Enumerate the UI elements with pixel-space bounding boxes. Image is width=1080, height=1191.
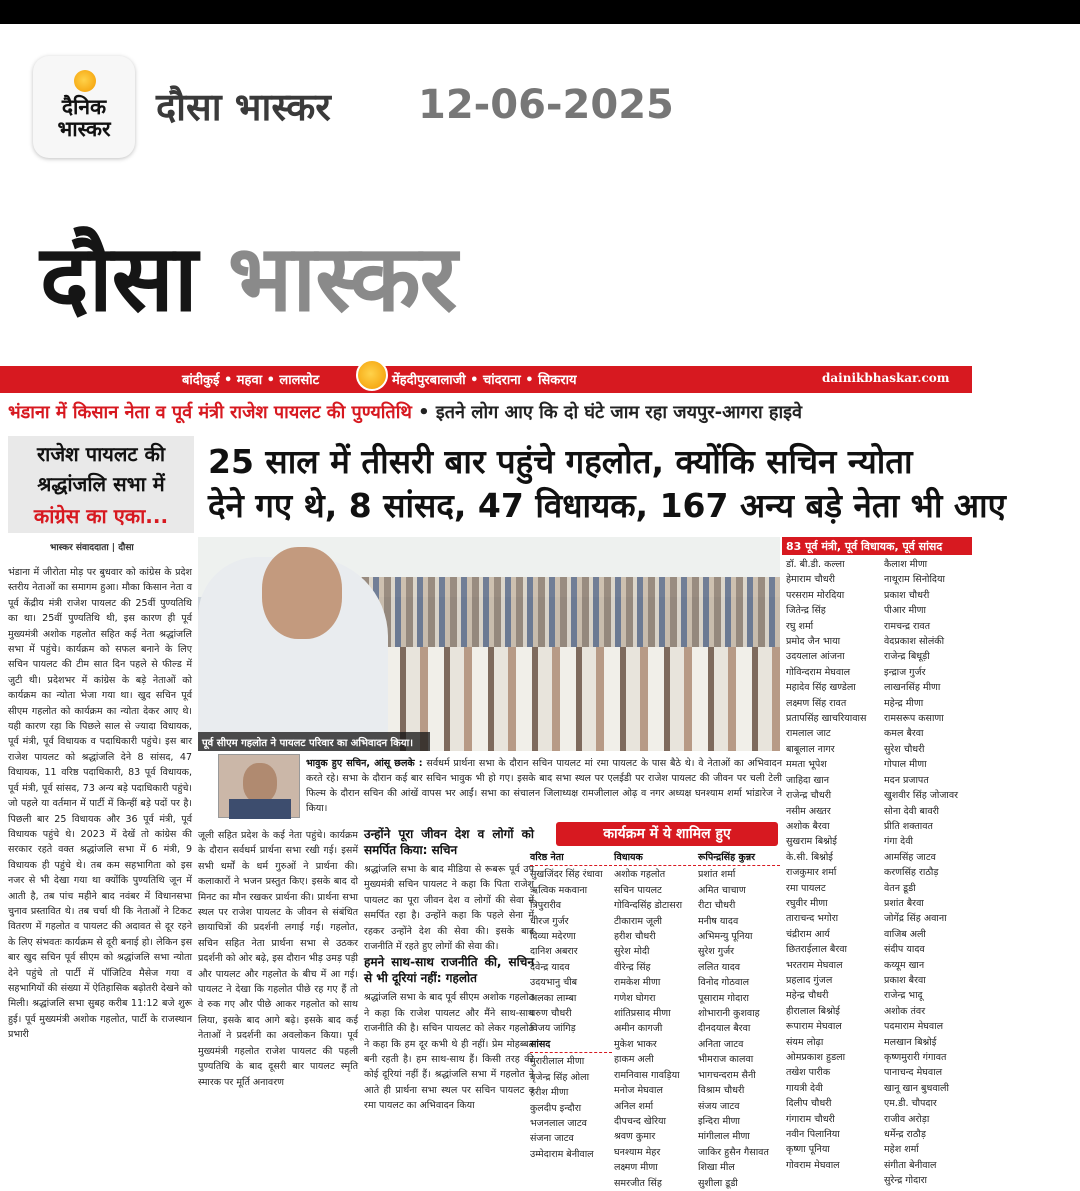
name-list-item: रघुवीर मीणा xyxy=(786,897,828,909)
article-column-1: भंडाना में जीरोता मोड़ पर बुधवार को कांग्रेस के प्रदेश स्तरीय नेताओं का समागम हुआ। मौका किसान नेता व पूर्व केंद्रीय मंत्री राजेश पायलट की 25वीं पुण्यतिथि का था। 25वीं पुण्यतिथि थी, इस कारण ही पूर्व मुख्यमंत्री अशोक गहलोत सहित कई नेता श्रद्धांजलि सभा में पहुंचे। कार्यक्रम को सफल बनाने के लिए सचिन पायलट की टीम सात दिन पहले से फील्ड में जुटी थी। प्रदेशभर में कांग्रेस के बड़े नेताओं को कार्यक्रम का न्योता भेजा गया था। खुद सचिन पूर्व सीएम गहलोत को कार्यक्रम का न्योता देकर आए थे। यही कारण रहा कि पिछले साल से ज्यादा विधायक, पूर्व मंत्री, पूर्व विधायक व पदाधिकारी पहुंचे। इस बार राजेश पायलट को श्रद्धांजलि देने 8 सांसद, 47 विधायक, 11 वरिष्ठ पदाधिकारी, 83 पूर्व विधायक, पूर्व मंत्री, पूर्व सांसद, 73 अन्य बड़े पदाधिकारी पहुंचे। जो पहले या वर्तमान में पार्टी में किन्हीं बड़े पदों पर है। पिछली बार 25 विधायक और 36 पूर्व मंत्री, पूर्व विधायक पहुंचे थे। 2023 में देखें तो कांग्रेस की सरकार रहते वक्त श्रद्धांजलि सभा में 6 मंत्री, 9 विधायक ही पहुंचे थे। तब कम सहभागिता को इस नजर से भी देखा गया था क्योंकि पुण्यतिथि जून में आती है, तब पांच महीने बाद नवंबर में विधानसभा चुनाव प्रस्तावित थे। तब चर्चा थी कि नेताओं ने टिकट वितरण में गहलोत व पायलट की अदावत से दूर रहने के लिए संभवतः कार्यक्रम से दूरी बनाई हो। लेकिन इस बार खुद सचिन पूर्व सीएम को श्रद्धांजलि सभा न्योता देने पहुंचे तो पार्टी में पॉजिटिव मैसेज गया व सहभागियों की संख्या में ऐतिहासिक बढ़ोतरी देखने को मिली। श्रद्धांजलि सभा सुबह करीब 11:12 बजे शुरू हुई। पूर्व मुख्यमंत्री अशोक गहलोत, पार्टी के राजस्थान प्रभारी xyxy=(8,567,192,1041)
name-list-item: शांतिप्रसाद मीणा xyxy=(614,1008,671,1020)
name-list-item: प्रकाश बैरवा xyxy=(884,974,926,986)
name-list-item: लक्ष्मण सिंह रावत xyxy=(786,697,847,709)
name-list-item: खानू खान बुधवाली xyxy=(884,1082,949,1094)
name-list-item: कुलदीप इन्दौरा xyxy=(530,1102,582,1114)
name-list-item: अशोक बैरवा xyxy=(786,820,830,832)
name-list-item: लाखनसिंह मीणा xyxy=(884,682,941,694)
name-list-item: अभिमन्यु पूनिया xyxy=(698,931,753,943)
sun-icon xyxy=(74,70,96,92)
name-list-item: नवीन पिलानिया xyxy=(786,1129,840,1141)
name-list-item: इन्द्राज गुर्जर xyxy=(884,666,926,678)
caption-strip xyxy=(218,754,782,822)
main-headline xyxy=(208,440,1006,528)
name-list-item: प्रतापसिंह खाचरियावास xyxy=(786,713,867,725)
name-list-item: पदमाराम मेघवाल xyxy=(884,1021,944,1033)
name-list-item: कृष्णा पूनिया xyxy=(786,1144,830,1156)
name-list-item: करणसिंह राठौड़ xyxy=(884,867,939,879)
name-list-item: रामसरूप कसाणा xyxy=(884,713,944,725)
name-list-item: प्रकाश चौधरी xyxy=(884,589,930,601)
side-headline-line2: श्रद्धांजलि सभा में xyxy=(37,472,165,496)
name-list-item: हाकम अली xyxy=(614,1054,654,1066)
masthead-word-dausa: दौसा xyxy=(40,225,197,332)
name-list-item: मनोज मेघवाल xyxy=(614,1085,663,1097)
sachin-thumbnail xyxy=(218,754,300,818)
sachin-quote-text: श्रद्धांजलि सभा के बाद मीडिया से रूबरू पूर्व उप मुख्यमंत्री सचिन पायलट ने कहा कि पिता राजेश पायलट का पूरा जीवन देश व लोगों की सेवा में समर्पित रहा है। उन्होंने कहा कि पहले सेना में रहकर उन्होंने देश की सेवा की। इसके बाद राजनीति में रहते हुए लोगों की सेवा की। xyxy=(364,864,534,953)
name-list-item: धीरज गुर्जर xyxy=(530,915,569,927)
kicker-line xyxy=(8,400,980,424)
name-list-item: राजेन्द्र भादू xyxy=(884,990,923,1002)
headline-line2: देने गए थे, 8 सांसद, 47 विधायक, 167 अन्य बड़े नेता भी आए xyxy=(208,486,1006,525)
name-list-item: रामनिवास गावड़िया xyxy=(614,1069,680,1081)
name-list-item: ऋत्विक मकवाना xyxy=(530,884,588,896)
name-list-item: पीआर मीणा xyxy=(884,605,926,617)
name-list-item: कैलाश मीणा xyxy=(884,559,928,570)
subhead-sachin: उन्होंने पूरा जीवन देश व लोगों को समर्पित किया: सचिन xyxy=(364,827,534,857)
name-list-item: पूसाराम गोदारा xyxy=(698,992,749,1004)
name-list-item: बाबूलाल नागर xyxy=(786,743,835,755)
band-sun-icon xyxy=(356,359,388,391)
name-list-item: महादेव सिंह खण्डेला xyxy=(786,682,856,694)
photo-caption: पूर्व सीएम गहलोत ने पायलट परिवार का अभिवादन किया। xyxy=(198,732,430,751)
article-column-2: जूली सहित प्रदेश के कई नेता पहुंचे। कार्यक्रम के दौरान सर्वधर्म प्रार्थना सभा रखी गई। इसमें सभी धर्मों के धर्म गुरुओं ने प्रार्थना की। कलाकारों ने भजन प्रस्तुत किए। इसके बाद दो मिनट का मौन रखकर प्रार्थना की। प्रार्थना सभा स्थल पर राजेश पायलट के जीवन से संबंधित छायाचित्रों की प्रदर्शनी लगाई गई। गहलोत, सचिन सहित नेता प्रार्थना सभा से उठकर प्रदर्शनी को ओर बढ़े, इस दौरान भीड़ उमड़ पड़ी और पायलट और गहलोत के बीच में आ गई। पायलट ने देखा कि गहलोत पीछे रह गए हैं तो वे रुक गए और पीछे आकर गहलोत को साथ लिया, इसके बाद आगे बढ़े। इसके बाद कई नेताओं ने प्रदर्शनी का अवलोकन किया। पूर्व मुख्यमंत्री गहलोत राजेश पायलट की पहली पुण्यतिथि के बाद दूसरी बार पायलट स्मृति स्मारक पर मूर्ति अनावरण xyxy=(198,830,358,1088)
name-list-item: दानिश अबरार xyxy=(530,946,578,958)
name-list-item: राजीव अरोड़ा xyxy=(884,1113,930,1125)
name-list-item: राजेन्द्र चौधरी xyxy=(786,790,832,802)
name-list-item: दिलीप चौधरी xyxy=(786,1098,832,1110)
name-list-item: धर्मेन्द्र राठौड़ xyxy=(884,1129,926,1141)
name-list-item: रामकेश मीणा xyxy=(614,977,661,989)
name-list-item: कय्यूम खान xyxy=(884,959,925,971)
name-list-item: संजना जाटव xyxy=(530,1133,574,1145)
name-list-item: प्रहलाद गुंजल xyxy=(786,974,833,986)
name-list-item: गोपाल मीणा xyxy=(884,759,927,771)
name-list-item: वीरेन्द्र सिंह xyxy=(614,961,651,973)
participants-header: कार्यक्रम में ये शामिल हुए xyxy=(556,822,778,846)
name-list-item: सुरेश गुर्जर xyxy=(698,946,735,958)
name-list-item: मदन प्रजापत xyxy=(884,774,929,786)
participants-title-mla: विधायक xyxy=(614,850,696,866)
name-list-item: हीरालाल बिश्नोई xyxy=(786,1005,840,1017)
name-list-item: रघु शर्मा xyxy=(786,620,814,632)
name-list-item: उम्मेदाराम बेनीवाल xyxy=(530,1148,594,1160)
name-list-item: वेदप्रकाश सोलंकी xyxy=(884,636,945,648)
name-list-item: सोना देवी बावरी xyxy=(884,805,939,817)
name-list-item: रामचन्द्र रावत xyxy=(884,620,931,632)
name-list-item: भजनलाल जाटव xyxy=(530,1117,587,1129)
participants-col-b xyxy=(614,850,696,1191)
name-list-item: मनीष यादव xyxy=(698,915,739,927)
name-list-item: वाजिब अली xyxy=(884,928,926,940)
name-list-item: संजय जाटव xyxy=(698,1100,740,1112)
name-list-item: परसराम मोरदिया xyxy=(786,589,845,601)
name-list-item: महेन्द्र मीणा xyxy=(884,697,924,709)
name-list-item: खुशवीर सिंह जोजावर xyxy=(884,790,959,802)
participants-title-c: रूपिन्द्रसिंह कुन्नर xyxy=(698,850,780,866)
side-headline-box xyxy=(8,436,194,533)
name-list-item: ताराचन्द भगोरा xyxy=(786,913,839,925)
name-list-item: मलखान बिश्नोई xyxy=(884,1036,937,1048)
name-list-item: अनिता जाटव xyxy=(698,1038,744,1050)
name-list-item: जाकिर हुसैन गैसावत xyxy=(698,1146,769,1158)
name-list-item: टीकाराम जूली xyxy=(614,915,663,927)
former-leaders-col-b xyxy=(884,557,976,1189)
masthead xyxy=(40,224,456,334)
name-list-item: अलका लाम्बा xyxy=(530,992,577,1004)
name-list-item: गोविन्दसिंह डोटासरा xyxy=(614,900,683,912)
name-list-item: संगीता बेनीवाल xyxy=(884,1159,937,1171)
name-list-item: दिव्या मदेरणा xyxy=(530,931,576,943)
logo-text: दैनिक भास्कर xyxy=(57,95,111,141)
kicker-dark: • इतने लोग आए कि दो घंटे जाम रहा जयपुर-आगरा हाइवे xyxy=(411,402,802,423)
name-list-item: विश्राम चौधरी xyxy=(698,1085,745,1097)
name-list-item: जोगेंद्र सिंह अवाना xyxy=(884,913,947,925)
name-list-item: भीमराज कालवा xyxy=(698,1054,754,1066)
name-list-item: भरतराम मेघवाल xyxy=(786,959,843,971)
name-list-item: पानाचन्द मेघवाल xyxy=(884,1067,943,1079)
caption-lead: भावुक हुए सचिन, आंसू छलके : xyxy=(306,758,423,769)
name-list-item: दीनदयाल बैरवा xyxy=(698,1023,751,1035)
caption-body: सर्वधर्म प्रार्थना सभा के दौरान सचिन पायलट मां रमा पायलट के पास बैठे थे। वे नेताओं का अभिवादन करते रहे। सभा के दौरान कई बार सचिन भावुक भी हो गए। इसके बाद सभा स्थल पर एलईडी पर राजेश पायलट की जीवन पर चली टेली फिल्म के दौरान सचिन की आंखें वापस भर आईं। सभा का संचालन जिलाध्यक्ष रामजीलाल ओढ़ व नगर अध्यक्ष घनश्याम शर्मा भांडारेज ने किया। xyxy=(306,758,782,814)
band-locations-left: बांदीकुई • महवा • लालसोट xyxy=(182,373,320,388)
participants-col-a xyxy=(530,850,612,1162)
caption-text xyxy=(306,756,782,816)
side-headline-line3: कांग्रेस का एका... xyxy=(33,504,169,528)
name-list-item: कृष्णमुरारी गंगावत xyxy=(884,1052,947,1063)
name-list-item: शोभारानी कुशवाह xyxy=(698,1008,760,1020)
former-leaders-list xyxy=(786,557,972,1187)
participants-title-mp: सांसद xyxy=(530,1037,612,1053)
name-list-item: के.सी. बिश्नोई xyxy=(786,851,833,863)
name-list-item: कमल बैरवा xyxy=(884,728,924,740)
name-list-item: इन्दिरा मीणा xyxy=(698,1115,740,1127)
headline-line1: 25 साल में तीसरी बार पहुंचे गहलोत, क्योंकि सचिन न्योता xyxy=(208,442,913,481)
name-list-item: प्रशांत बैरवा xyxy=(884,897,924,909)
dainik-bhaskar-logo[interactable] xyxy=(33,56,135,158)
name-list-item: सुखजिंदर सिंह रंधावा xyxy=(530,869,603,881)
subhead-gehlot: हमने साथ-साथ राजनीति की, सचिन से भी दूरियां नहीं: गहलोत xyxy=(364,955,534,986)
name-list-item: एम.डी. चौपदार xyxy=(884,1098,937,1110)
name-list-item: सचिन पायलट xyxy=(614,884,662,896)
name-list-item: ममता भूपेश xyxy=(786,759,827,771)
name-list-item: रमा पायलट xyxy=(786,882,826,894)
name-list-item: राजेन्द्र बिधूड़ी xyxy=(884,651,930,663)
name-list-item: गणेश घोगरा xyxy=(614,992,656,1004)
name-list-item: अशोक तंवर xyxy=(884,1005,926,1017)
name-list-item: श्रवण कुमार xyxy=(614,1131,656,1143)
former-leaders-header: 83 पूर्व मंत्री, पूर्व विधायक, पूर्व सांसद xyxy=(782,537,972,555)
gehlot-quote-text: श्रद्धांजलि सभा के बाद पूर्व सीएम अशोक गहलोत ने कहा कि राजेश पायलट और मैंने साथ-साथ राजनीति की है। सचिन पायलट को लेकर गहलोत ने कहा कि हम दूर कभी थे ही नहीं। प्रेम मोहब्बत बनी रहती है। हम साथ-साथ हैं। किसी तरह की कोई दूरियां नहीं हैं। श्रद्धांजलि सभा में गहलोत ने आते ही प्रार्थना सभा स्थल पर सचिन पायलट व रमा पायलट का अभिवादन किया xyxy=(364,992,534,1112)
name-list-item: भागचन्दराम सैनी xyxy=(698,1069,756,1081)
name-list-item: महेन्द्र चौधरी xyxy=(786,990,829,1002)
edition-title: दौसा भास्कर xyxy=(156,85,331,129)
name-list-item: सुखराम बिश्नोई xyxy=(786,836,837,848)
article-column-3 xyxy=(364,826,534,1139)
band-website: dainikbhaskar.com xyxy=(822,371,950,385)
name-list-item: विनोद गोठवाल xyxy=(698,977,750,989)
name-list-item: उदयभानु चीब xyxy=(530,977,578,989)
name-list-item: गंगाराम चौधरी xyxy=(786,1113,835,1125)
name-list-item: चंद्रीराम आर्य xyxy=(786,928,830,940)
name-list-item: वेतन डूडी xyxy=(884,882,916,894)
former-leaders-col-a xyxy=(786,557,878,1173)
name-list-item: महेश शर्मा xyxy=(884,1144,919,1156)
name-list-item: संयम लोढ़ा xyxy=(786,1036,824,1048)
name-list-item: जितेन्द्र सिंह xyxy=(786,605,826,617)
name-list-item: अनिल शर्मा xyxy=(614,1100,654,1112)
name-list-item: अमीन कागजी xyxy=(614,1023,663,1035)
name-list-item: रामलाल जाट xyxy=(786,728,831,740)
edition-date: 12-06-2025 xyxy=(418,82,674,128)
masthead-word-bhaskar: भास्कर xyxy=(227,225,457,332)
name-list-item: मांगीलाल मीणा xyxy=(698,1131,750,1143)
byline: भास्कर संवाददाता | दौसा xyxy=(50,543,134,553)
name-list-item: गायत्री देवी xyxy=(786,1082,823,1094)
name-list-item: देवेन्द्र यादव xyxy=(530,961,570,973)
status-bar xyxy=(0,0,1080,24)
name-list-item: गोविन्दराम मेघवाल xyxy=(786,666,851,678)
name-list-item: संदीप यादव xyxy=(884,944,925,956)
name-list-item: सुरेश मोदी xyxy=(614,946,650,958)
side-headline-line1: राजेश पायलट की xyxy=(36,442,166,466)
name-list-item: रूपाराम मेघवाल xyxy=(786,1021,842,1033)
location-band xyxy=(0,366,972,393)
name-list-item: नसीम अख्तर xyxy=(786,805,831,817)
name-list-item: तखेश पारीक xyxy=(786,1067,831,1079)
name-list-item: घनश्याम मेहर xyxy=(614,1146,661,1158)
participants-col-c xyxy=(698,850,780,1191)
name-list-item: त्रिपुरारीव xyxy=(530,900,562,912)
name-list-item: डॉ. बी.डी. कल्ला xyxy=(786,559,845,570)
name-list-item: मुरारीलाल मीणा xyxy=(530,1056,585,1068)
name-list-item: अमित चाचाण xyxy=(698,884,746,896)
name-list-item: ओमप्रकाश हुडला xyxy=(786,1052,846,1063)
name-list-item: हेमाराम चौधरी xyxy=(786,574,835,586)
name-list-item: आमसिंह जाटव xyxy=(884,851,936,863)
event-photo xyxy=(198,537,780,751)
name-list-item: रीटा चौधरी xyxy=(698,900,736,912)
name-list-item: सुरेन्द्र गोदारा xyxy=(884,1175,927,1187)
name-list-item: हरीश मीणा xyxy=(530,1087,569,1099)
name-list-item: सुशीला डूडी xyxy=(698,1177,738,1189)
band-locations-right: मेंहदीपुरबालाजी • चांदराना • सिकराय xyxy=(392,373,577,388)
name-list-item: जाहिदा खान xyxy=(786,774,830,786)
name-list-item: दीपचन्द खेरिया xyxy=(614,1115,667,1127)
name-list-item: प्रशांत शर्मा xyxy=(698,869,736,881)
name-list-item: समरजीत सिंह xyxy=(614,1177,662,1189)
name-list-item: गंगा देवी xyxy=(884,836,913,848)
participants-box xyxy=(530,850,780,1189)
kicker-red: भंडाना में किसान नेता व पूर्व मंत्री राजेश पायलट की पुण्यतिथि xyxy=(8,402,412,423)
name-list-item: प्रीति शक्तावत xyxy=(884,820,933,832)
name-list-item: वरुण चौधरी xyxy=(530,1008,572,1020)
name-list-item: विजय जांगिड़ xyxy=(530,1023,576,1035)
name-list-item: लक्ष्मण मीणा xyxy=(614,1162,658,1174)
name-list-item: नाथूराम सिनोदिया xyxy=(884,574,945,586)
name-list-item: शिखा मील xyxy=(698,1162,735,1174)
name-list-item: सुरेश चौधरी xyxy=(884,743,925,755)
name-list-item: राजकुमार शर्मा xyxy=(786,867,837,879)
name-list-item: हरीश चौधरी xyxy=(614,931,656,943)
name-list-item: उदयलाल आंजना xyxy=(786,651,845,663)
name-list-item: बृजेन्द्र सिंह ओला xyxy=(530,1071,590,1083)
name-list-item: ललित यादव xyxy=(698,961,741,973)
name-list-item: छितराईलाल बैरवा xyxy=(786,944,847,956)
name-list-item: मुकेश भाकर xyxy=(614,1038,657,1050)
name-list-item: गोवराम मेघवाल xyxy=(786,1159,840,1171)
name-list-item: अशोक गहलोत xyxy=(614,869,666,881)
name-list-item: प्रमोद जैन भाया xyxy=(786,636,841,648)
participants-title-senior: वरिष्ठ नेता xyxy=(530,850,612,866)
